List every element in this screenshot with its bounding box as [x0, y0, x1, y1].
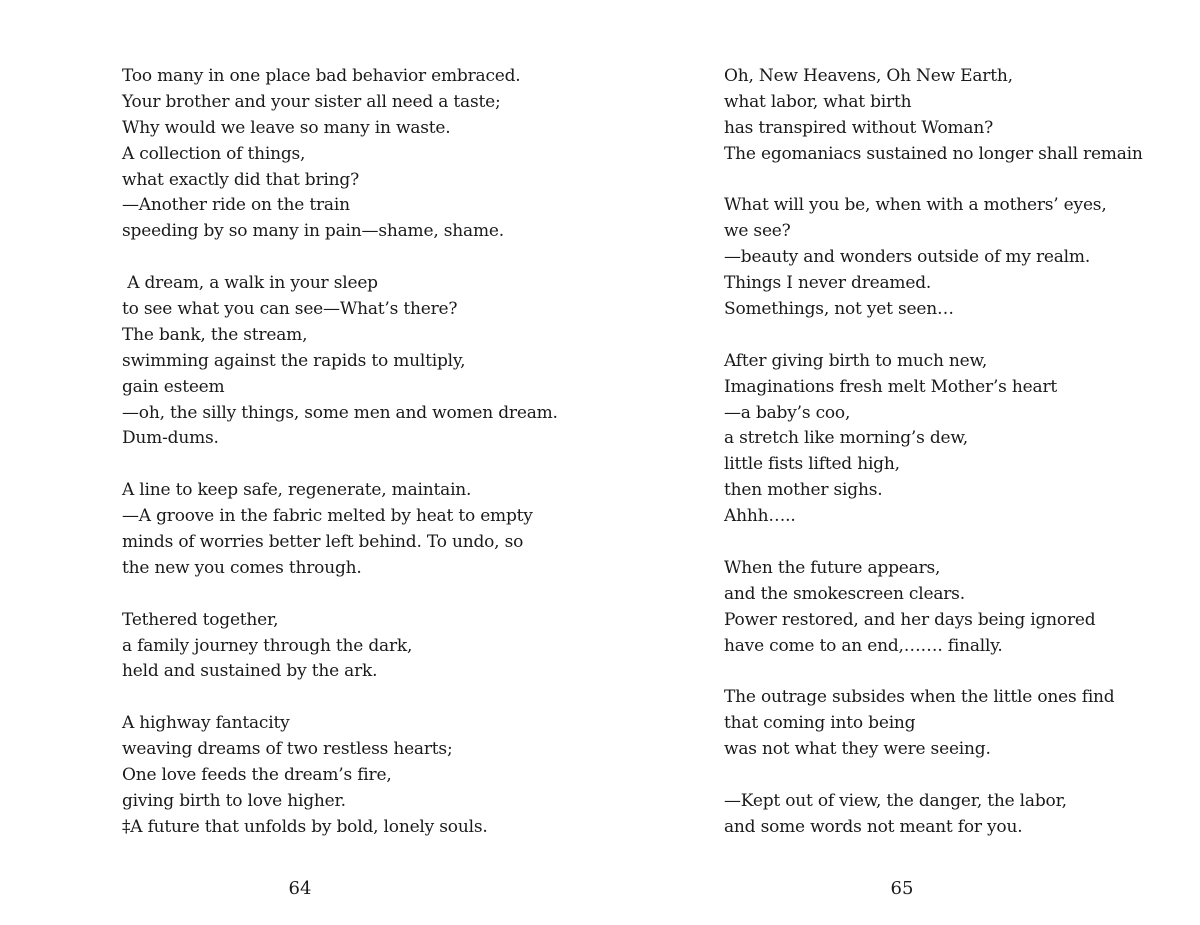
stanza — [122, 64, 558, 245]
right-page — [600, 0, 1200, 925]
stanza — [724, 556, 1143, 660]
poem-line: minds of worries better left behind. To undo, so — [122, 532, 524, 553]
stanza — [122, 608, 558, 686]
poem-line: ‡A future that unfolds by bold, lonely souls. — [122, 816, 488, 837]
stanza — [122, 478, 558, 582]
right-page-number: 65 — [890, 878, 914, 899]
poem-line: What will you be, when with a mothers’ eyes, — [724, 195, 1107, 216]
poem-line: speeding by so many in pain—shame, shame. — [122, 221, 504, 242]
poem-line: Imaginations fresh melt Mother’s heart — [724, 376, 1058, 397]
stanza — [724, 789, 1143, 841]
poem-line: Ahhh….. — [724, 506, 796, 527]
stanza — [122, 711, 558, 840]
poem-line: One love feeds the dream’s fire, — [122, 765, 392, 786]
stanza — [724, 349, 1143, 530]
poem-line: what exactly did that bring? — [122, 169, 359, 190]
poem-line: and some words not meant for you. — [724, 816, 1023, 837]
stanza — [724, 64, 1143, 168]
stanza — [724, 193, 1143, 322]
poem-line: little fists lifted high, — [724, 454, 900, 475]
poem-line: —Another ride on the train — [122, 195, 350, 216]
poem-line: have come to an end,……. finally. — [724, 635, 1003, 656]
poem-line: Oh, New Heavens, Oh New Earth, — [724, 66, 1013, 86]
poem-line: Too many in one place bad behavior embraced. — [122, 66, 521, 86]
poem-line: After giving birth to much new, — [724, 350, 988, 371]
poem-line: was not what they were seeing. — [724, 739, 991, 760]
poem-line: When the future appears, — [724, 557, 941, 578]
poem-line: A dream, a walk in your sleep — [122, 273, 378, 294]
poem-line: Dum-dums. — [122, 428, 219, 449]
poem-line: Power restored, and her days being ignored — [724, 609, 1096, 630]
poem-line: then mother sighs. — [724, 480, 883, 501]
poem-line: Why would we leave so many in waste. — [122, 117, 451, 138]
poem-line: giving birth to love higher. — [122, 790, 346, 811]
right-poem — [724, 64, 1143, 841]
poem-line: A line to keep safe, regenerate, maintain. — [122, 480, 472, 501]
poem-line: to see what you can see—What’s there? — [122, 299, 458, 320]
poem-line: a family journey through the dark, — [122, 635, 413, 656]
left-poem — [122, 64, 558, 841]
poem-line: —A groove in the fabric melted by heat to empty — [122, 506, 533, 527]
poem-line: The egomaniacs sustained no longer shall remain — [724, 143, 1143, 164]
poem-line: —oh, the silly things, some men and women dream. — [122, 402, 558, 423]
poem-line: A collection of things, — [122, 143, 306, 164]
poem-line: —beauty and wonders outside of my realm. — [724, 247, 1091, 268]
poem-line: held and sustained by the ark. — [122, 661, 378, 682]
poem-line: we see? — [724, 221, 791, 242]
poem-line: that coming into being — [724, 713, 916, 734]
poem-line: —Kept out of view, the danger, the labor, — [724, 790, 1067, 811]
poem-line: gain esteem — [122, 376, 225, 397]
stanza — [724, 685, 1143, 763]
poem-line: swimming against the rapids to multiply, — [122, 350, 466, 371]
poem-line: A highway fantacity — [122, 713, 290, 734]
poem-line: the new you comes through. — [122, 557, 362, 578]
poem-line: and the smokescreen clears. — [724, 583, 965, 604]
poem-line: weaving dreams of two restless hearts; — [122, 739, 453, 760]
poem-line: Your brother and your sister all need a taste; — [122, 91, 501, 112]
poem-line: The bank, the stream, — [122, 324, 308, 345]
poem-line: Things I never dreamed. — [724, 273, 932, 294]
poem-line: Tethered together, — [122, 609, 279, 630]
poem-line: has transpired without Woman? — [724, 117, 994, 138]
poem-line: what labor, what birth — [724, 91, 912, 112]
poem-line: The outrage subsides when the little ones find — [724, 687, 1115, 708]
poem-line: Somethings, not yet seen… — [724, 299, 954, 320]
left-page-number: 64 — [288, 878, 312, 899]
poem-line: a stretch like morning’s dew, — [724, 428, 968, 449]
poem-line: —a baby’s coo, — [724, 402, 851, 423]
stanza — [122, 271, 558, 452]
